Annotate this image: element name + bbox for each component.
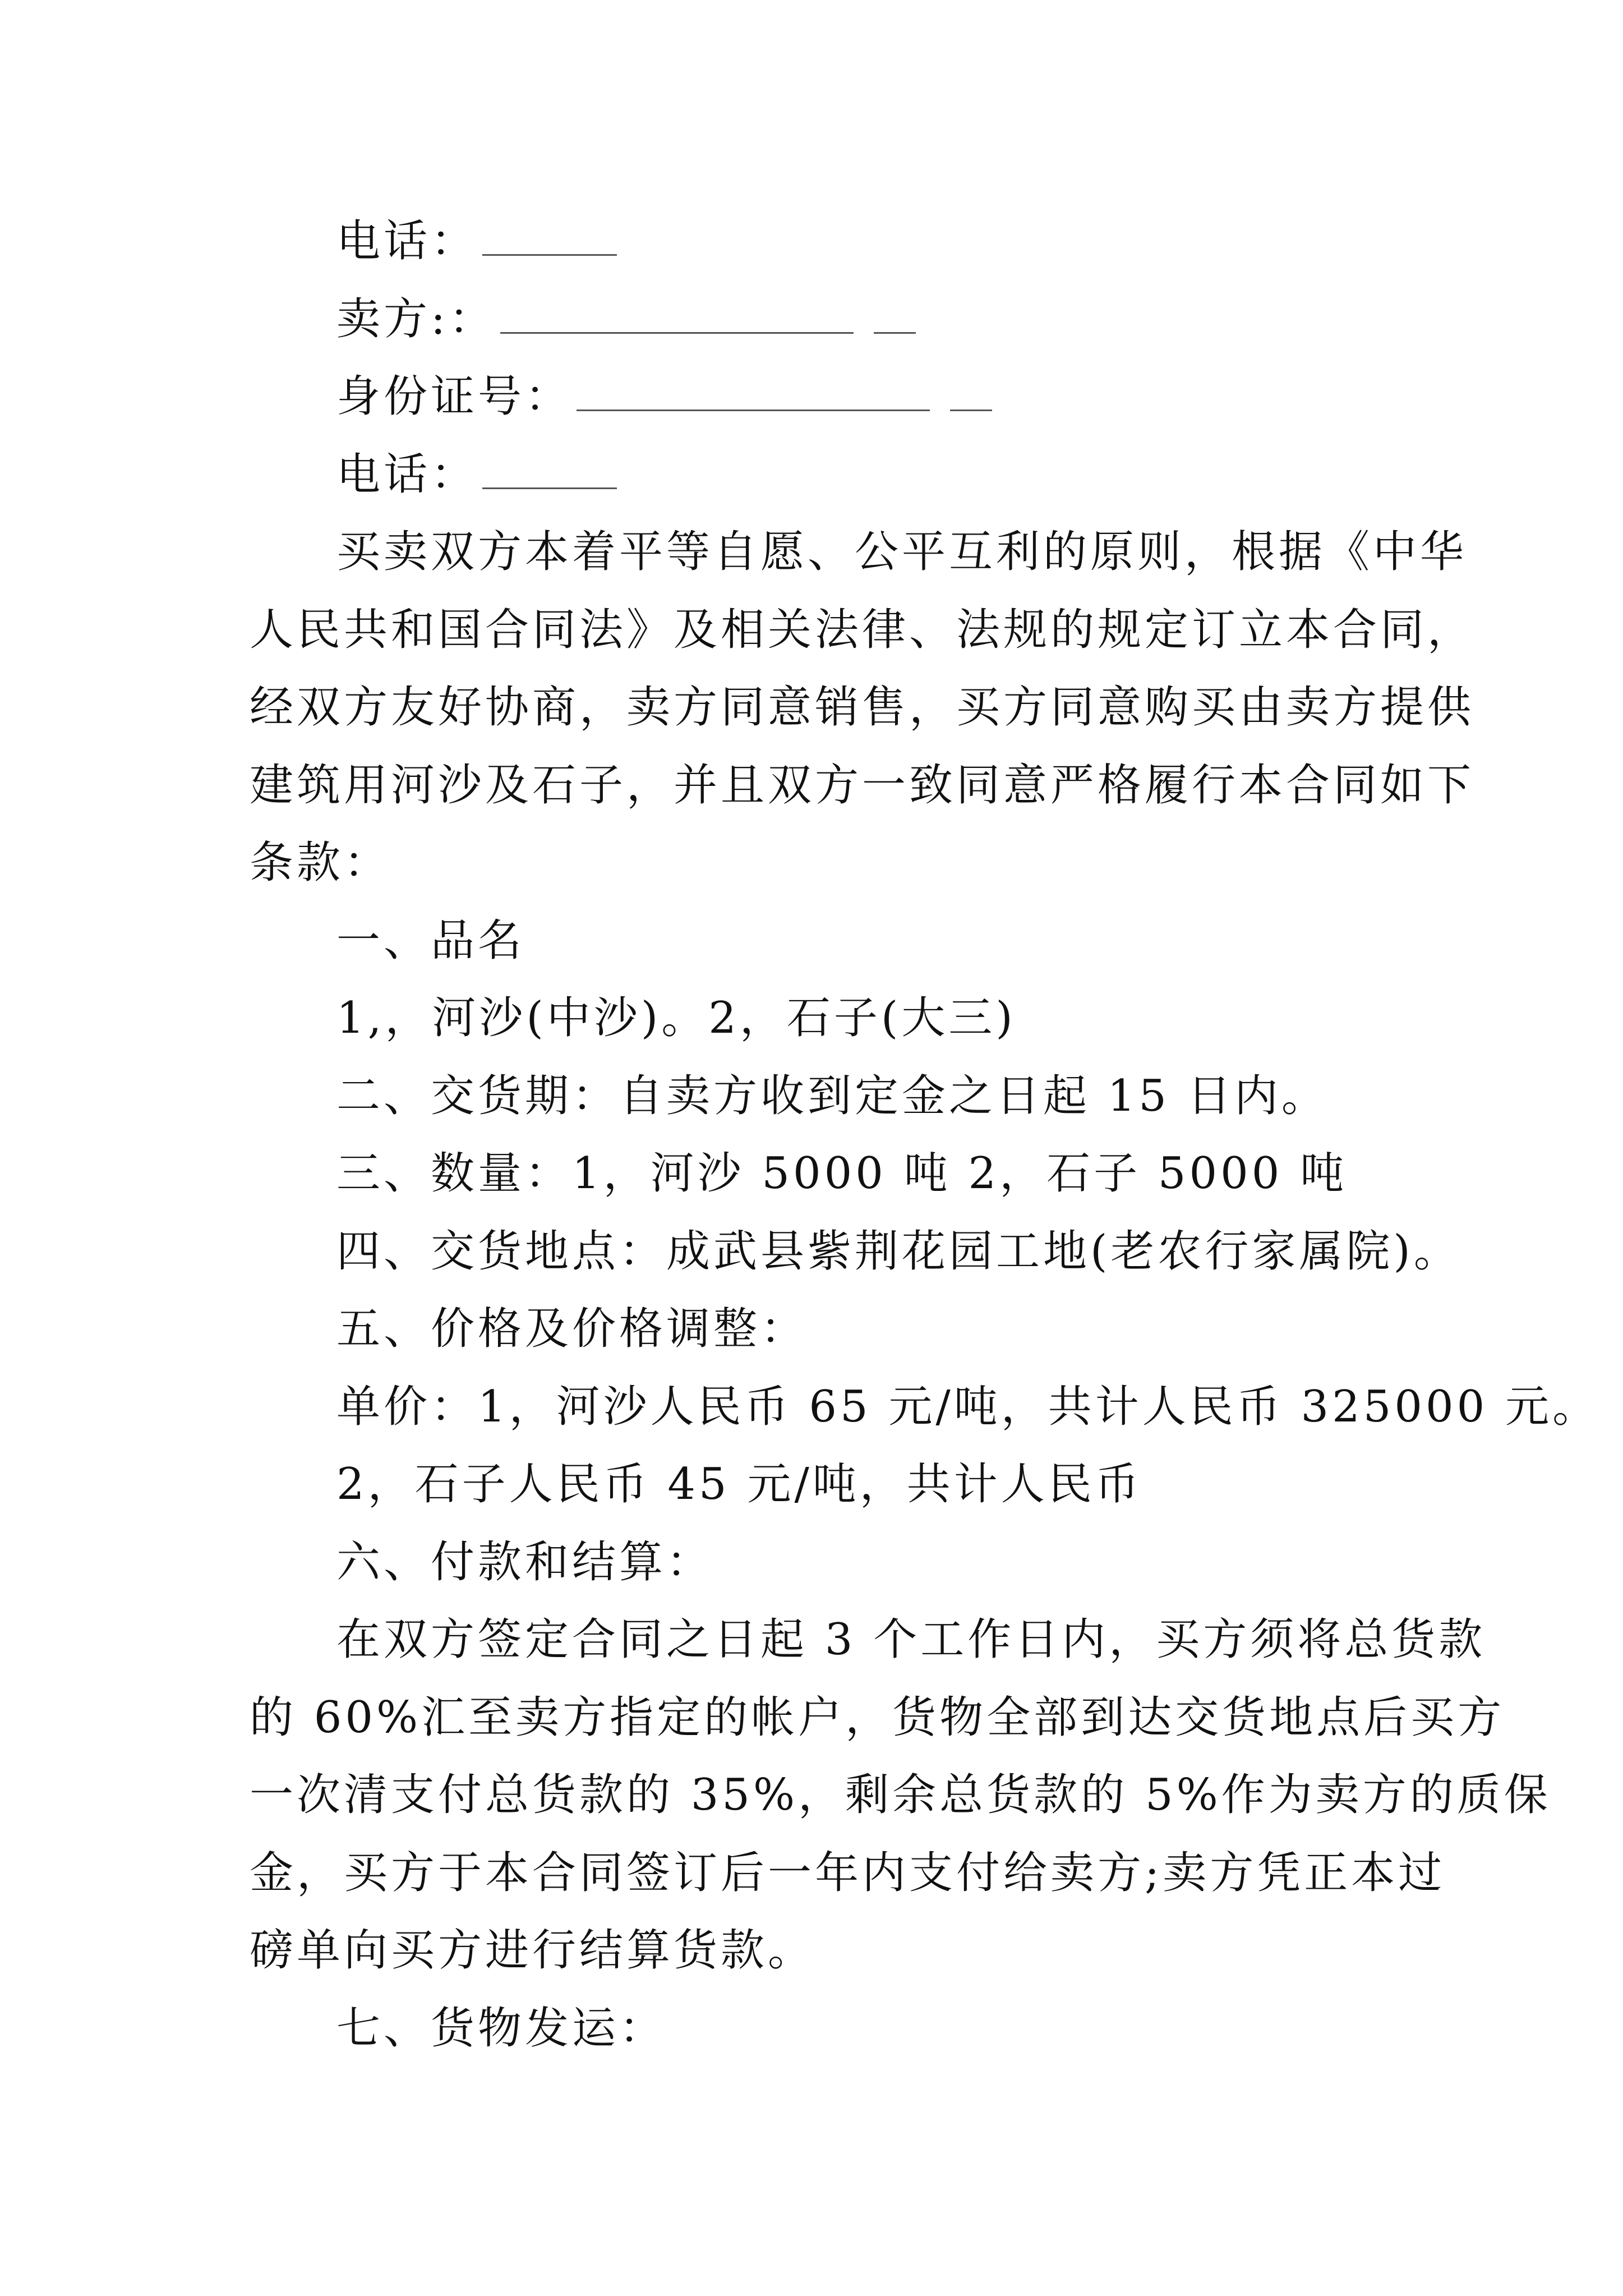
- preamble-line: 建筑用河沙及石子，并且双方一致同意严格履行本合同如下: [250, 760, 1475, 811]
- clause-price-line: 2，石子人民币 45 元/吨，共计人民币: [336, 1459, 1142, 1510]
- payment-line: 一次清支付总货款的 35%，剩余总货款的 5%作为卖方的质保: [250, 1770, 1551, 1820]
- id-number-label: 身份证号：: [336, 371, 573, 422]
- preamble-line: 条款：: [250, 838, 391, 888]
- seller-label: 卖方:：: [336, 294, 496, 344]
- payment-line: 金，买方于本合同签订后一年内支付给卖方;卖方凭正本过: [250, 1848, 1446, 1898]
- preamble-line: 买卖双方本着平等自愿、公平互利的原则，根据《中华: [336, 527, 1468, 577]
- clause-price-line: 单价：1，河沙人民币 65 元/吨，共计人民币 325000 元。: [336, 1382, 1600, 1432]
- clause-product-title: 一、品名: [336, 915, 525, 966]
- clause-price-title: 五、价格及价格调整：: [336, 1304, 808, 1354]
- clause-quantity: 三、数量：1，河沙 5000 吨 2，石子 5000 吨: [336, 1148, 1348, 1199]
- payment-line: 的 60%汇至卖方指定的帐户，货物全部到达交货地点后买方: [250, 1692, 1505, 1743]
- phone-field-2: [336, 444, 1503, 505]
- id-number-blank: [577, 376, 930, 411]
- phone-label: 电话：: [336, 216, 478, 266]
- phone-label: 电话：: [336, 449, 478, 500]
- preamble-line: 人民共和国合同法》及相关法律、法规的规定订立本合同，: [250, 605, 1475, 655]
- phone-field-1: [336, 210, 1503, 272]
- clause-shipping-title: 七、货物发运：: [336, 2003, 667, 2054]
- clause-payment-title: 六、付款和结算：: [336, 1537, 714, 1588]
- id-number-blank-tail: [950, 376, 992, 411]
- phone-blank: [482, 454, 617, 489]
- clause-product-body: 1,，河沙(中沙)。2，石子(大三): [336, 993, 1016, 1043]
- phone-blank: [482, 220, 617, 256]
- seller-field: [336, 288, 1503, 350]
- seller-blank-tail: [874, 298, 916, 334]
- preamble-line: 经双方友好协商，卖方同意销售，买方同意购买由卖方提供: [250, 682, 1475, 733]
- clause-delivery-period: 二、交货期：自卖方收到定金之日起 15 日内。: [336, 1071, 1329, 1121]
- clause-delivery-location: 四、交货地点：成武县紫荆花园工地(老农行家属院)。: [336, 1226, 1461, 1277]
- seller-blank: [500, 298, 854, 334]
- payment-line: 在双方签定合同之日起 3 个工作日内，买方须将总货款: [336, 1614, 1486, 1665]
- payment-line: 磅单向买方进行结算货款。: [250, 1925, 815, 1976]
- id-number-field: [336, 366, 1503, 427]
